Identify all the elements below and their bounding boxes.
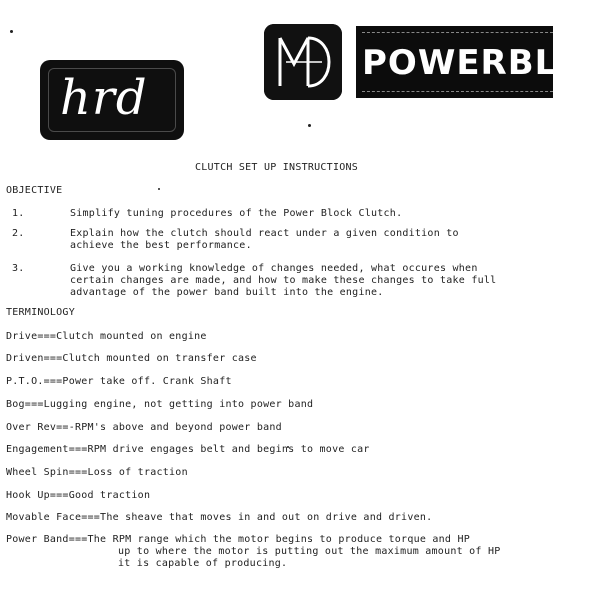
powerblock-emblem-icon (264, 24, 342, 100)
term-power-band-cont: it is capable of producing. (118, 558, 288, 569)
wordmark-dash-bottom (362, 91, 553, 92)
hrd-logo (40, 60, 184, 140)
objective-num-2: 2. (12, 228, 25, 239)
powerblock-wordmark-text: POWERBLOC (362, 43, 612, 83)
objective-text: Explain how the clutch should react under a given condition to (70, 228, 459, 239)
objective-text: advantage of the power band built into the engine. (70, 287, 384, 298)
document-title: CLUTCH SET UP INSTRUCTIONS (195, 162, 359, 173)
term-pto: P.T.O.===Power take off. Crank Shaft (6, 376, 232, 387)
objective-text: Give you a working knowledge of changes needed, what occures when (70, 263, 478, 274)
term-power-band: Power Band===The RPM range which the motor begins to produce torque and HP (6, 534, 471, 545)
scan-speck (308, 124, 311, 127)
term-movable-face: Movable Face===The sheave that moves in and out on drive and driven. (6, 512, 433, 523)
term-bog: Bog===Lugging engine, not getting into power band (6, 399, 314, 410)
term-engagement: Engagement===RPM drive engages belt and begins to move car (6, 444, 370, 455)
term-wheel-spin: Wheel Spin===Loss of traction (6, 467, 188, 478)
objective-heading: OBJECTIVE (6, 185, 63, 196)
objective-text: Simplify tuning procedures of the Power Block Clutch. (70, 208, 403, 219)
terminology-heading: TERMINOLOGY (6, 307, 75, 318)
objective-text: certain changes are made, and how to make these changes to take full (70, 275, 497, 286)
hrd-logo-text: hrd (60, 70, 148, 126)
powerblock-wordmark (356, 26, 612, 98)
term-drive: Drive===Clutch mounted on engine (6, 331, 207, 342)
term-driven: Driven===Clutch mounted on transfer case (6, 353, 257, 364)
objective-num-3: 3. (12, 263, 25, 274)
scan-speck (10, 30, 13, 33)
term-over-rev: Over Rev==-RPM's above and beyond power band (6, 422, 282, 433)
term-power-band-cont: up to where the motor is putting out the maximum amount of HP (118, 546, 501, 557)
scan-speck (158, 188, 160, 190)
wordmark-dash-top (362, 32, 553, 33)
objective-text: achieve the best performance. (70, 240, 252, 251)
objective-num-1: 1. (12, 208, 25, 219)
term-hook-up: Hook Up===Good traction (6, 490, 151, 501)
